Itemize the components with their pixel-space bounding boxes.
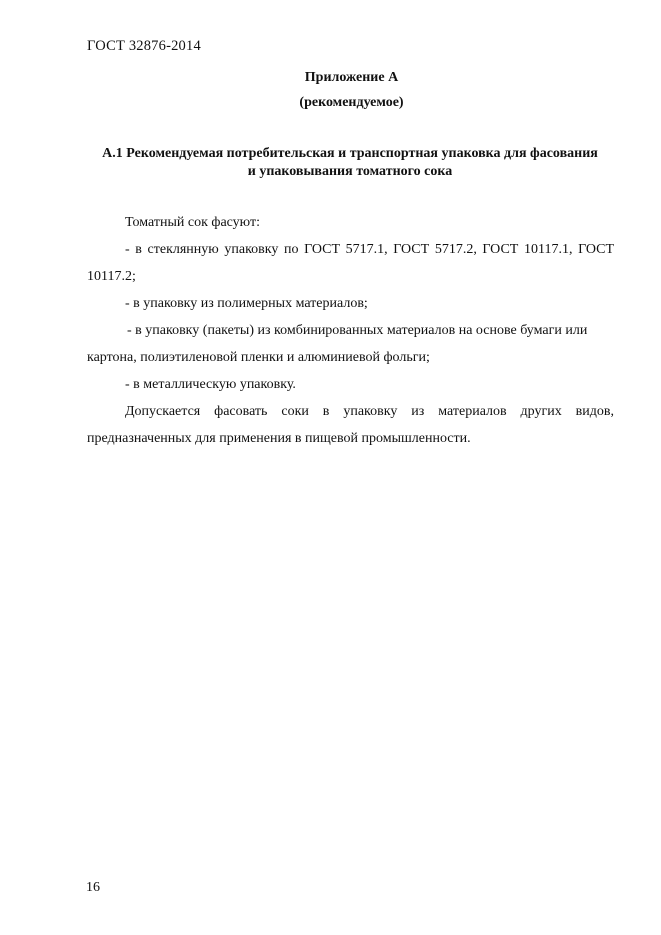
list-item-polymer: - в упаковку из полимерных материалов; bbox=[125, 296, 368, 311]
appendix-status: (рекомендуемое) bbox=[299, 95, 404, 110]
standard-header: ГОСТ 32876-2014 bbox=[87, 38, 201, 54]
body-text bbox=[87, 209, 614, 452]
section-title: А.1 Рекомендуемая потребительская и транспортная упаковка для фасования и упаковывания томатного сока bbox=[102, 146, 598, 179]
list-item-combined: - в упаковку (пакеты) из комбинированных материалов на основе бумаги или картона, полиэтиленовой пленки и алюминиевой фольги; bbox=[87, 323, 588, 365]
page-number: 16 bbox=[86, 880, 100, 895]
list-item-glass: - в стеклянную упаковку по ГОСТ 5717.1, ГОСТ 5717.2, ГОСТ 10117.1, ГОСТ 10117.2; bbox=[87, 242, 614, 284]
paragraph-permission: Допускается фасовать соки в упаковку из материалов других видов, предназначенных для применения в пищевой промышленности. bbox=[87, 404, 614, 446]
list-item-metal: - в металлическую упаковку. bbox=[125, 377, 296, 392]
paragraph-intro: Томатный сок фасуют: bbox=[125, 215, 260, 230]
appendix-title: Приложение А bbox=[304, 70, 399, 85]
